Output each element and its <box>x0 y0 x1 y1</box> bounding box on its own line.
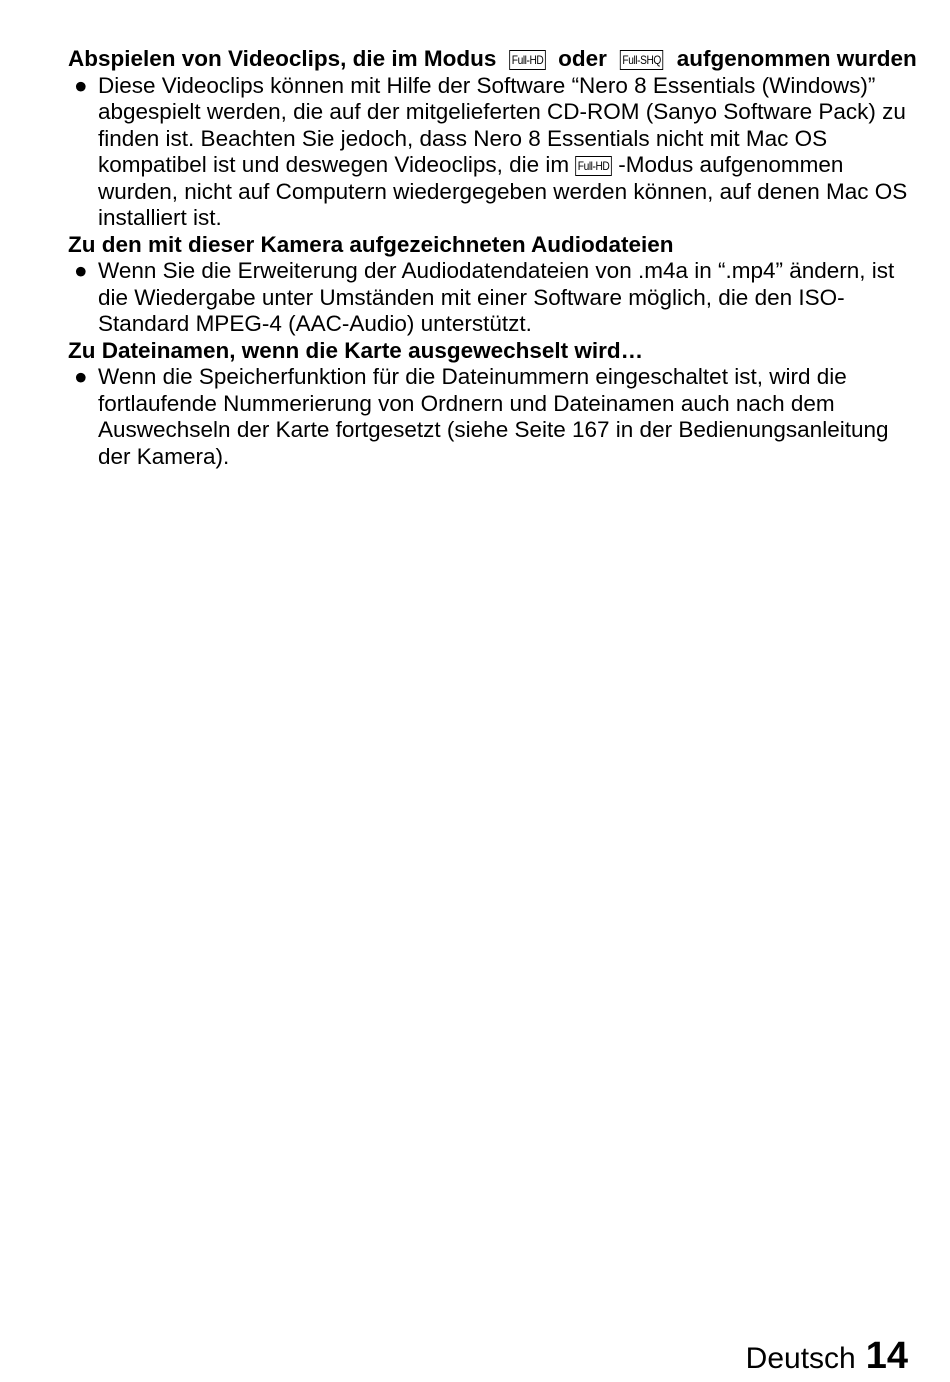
bullet-icon: ● <box>74 364 88 389</box>
full-hd-mode-icon: Full-HD <box>575 156 612 176</box>
full-shq-mode-icon: Full-SHQ <box>620 50 664 70</box>
section-heading-audio-files: Zu den mit dieser Kamera aufgezeichneten Audiodateien <box>68 231 674 257</box>
heading-text: Abspielen von Videoclips, die im Modus <box>68 46 503 71</box>
bullet-text: Diese Videoclips können mit Hilfe der Software “Nero 8 Essentials (Windows)” abgespielt werden, die auf der mitgelieferten CD-ROM (Sanyo Software Pack) zu finden ist. Beachten Sie jedoch, dass Nero 8 Essentials nicht mit Mac OS kompatibel ist und deswegen Videoclips, die im <box>98 72 906 177</box>
bullet-icon: ● <box>74 72 88 98</box>
heading-text: aufgenommen wurden <box>670 46 917 71</box>
page-number: 14 <box>865 1335 908 1377</box>
bullet-item-video-playback <box>68 73 918 232</box>
bullet-item-file-names <box>68 364 918 470</box>
bullet-text: Wenn die Speicherfunktion für die Dateinummern eingeschaltet ist, wird die fortlaufende Nummerierung von Ordnern und Dateinamen auch nach dem Auswechseln der Karte fortgesetzt (siehe Seite 167 in der Bedienungsanleitung der Kamera). <box>98 364 889 469</box>
page-content <box>68 46 918 470</box>
bullet-icon: ● <box>74 258 88 283</box>
bullet-text: -Modus aufgenommen wurden, nicht auf Computern wiedergegeben werden können, auf denen Mac OS installiert ist. <box>98 152 908 230</box>
heading-text: oder <box>551 46 614 71</box>
bullet-item-audio-files <box>68 258 918 338</box>
page-footer <box>746 1335 908 1378</box>
full-hd-mode-icon: Full-HD <box>509 50 546 70</box>
bullet-text: Wenn Sie die Erweiterung der Audiodatendateien von .m4a in “.mp4” ändern, ist die Wiedergabe unter Umständen mit einer Software möglich, die den ISO-Standard MPEG-4 (AAC-Audio) unterstützt. <box>98 258 895 336</box>
section-heading-video-playback <box>68 46 918 73</box>
section-heading-file-names: Zu Dateinamen, wenn die Karte ausgewechselt wird… <box>68 337 644 363</box>
footer-language: Deutsch <box>745 1342 856 1375</box>
